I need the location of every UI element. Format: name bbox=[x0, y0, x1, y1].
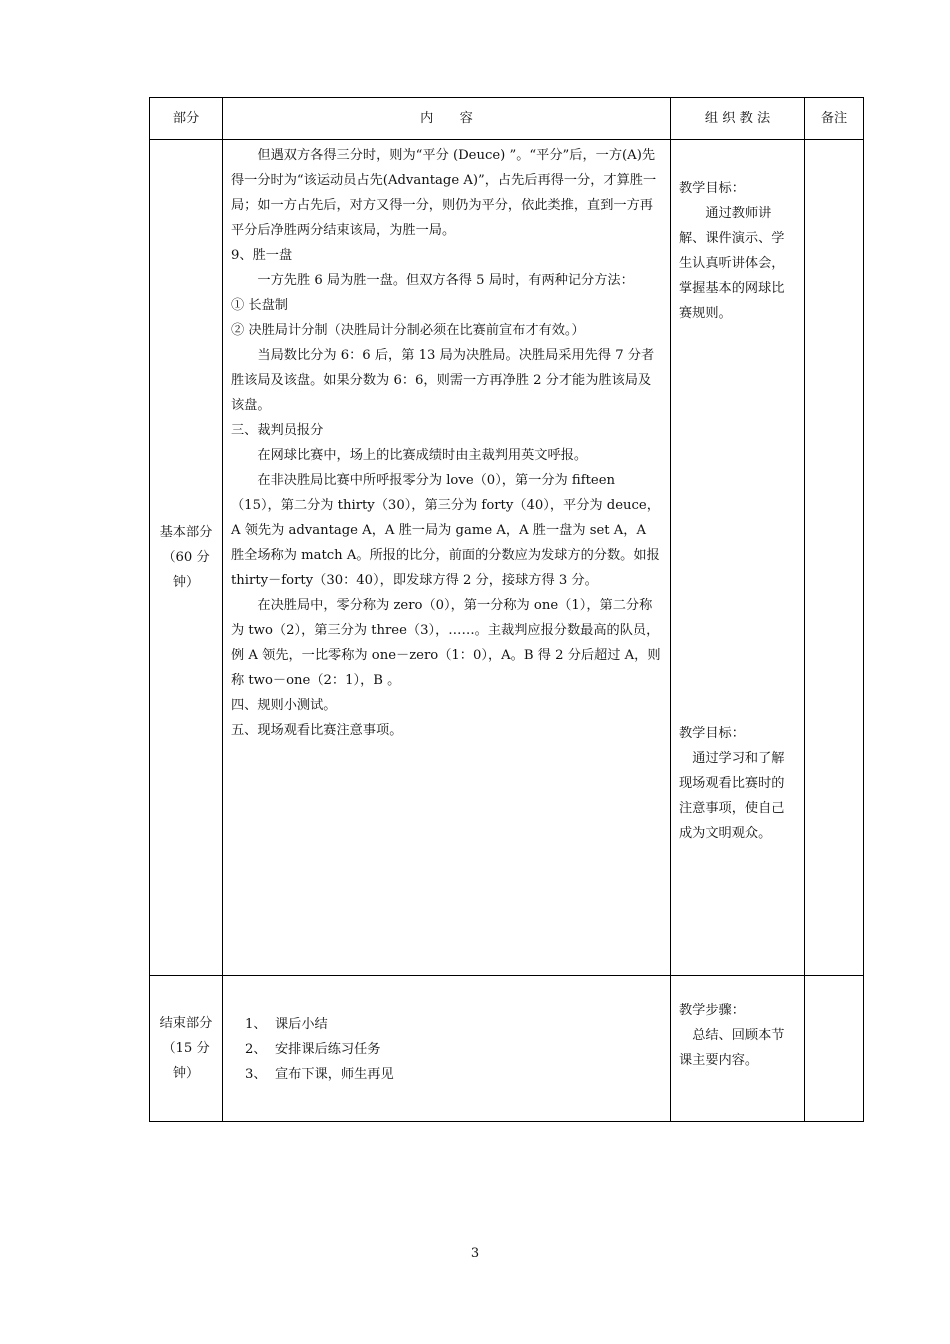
list-number: 3、 bbox=[245, 1067, 267, 1082]
ending-section-row bbox=[150, 976, 864, 1122]
list-number: 2、 bbox=[245, 1042, 267, 1057]
header-method: 组 织 教 法 bbox=[671, 98, 805, 140]
list-item bbox=[245, 1012, 662, 1037]
list-text: 安排课后练习任务 bbox=[275, 1042, 381, 1057]
basic-section-row bbox=[150, 140, 864, 976]
basic-remark-cell bbox=[805, 140, 864, 976]
header-remark: 备注 bbox=[805, 98, 864, 140]
list-number: 1、 bbox=[245, 1017, 267, 1032]
list-item bbox=[245, 1037, 662, 1062]
content-list-item: ② 决胜局计分制（决胜局计分制必须在比赛前宣布才有效。） bbox=[231, 323, 585, 338]
content-paragraph: 当局数比分为 6：6 后，第 13 局为决胜局。决胜局采用先得 7 分者胜该局及该盘。如果分数为 6：6，则需一方再净胜 2 分才能为胜该局及该盘。 bbox=[231, 348, 655, 413]
basic-method-cell bbox=[671, 140, 805, 976]
table-header-row bbox=[150, 98, 864, 140]
page-number: 3 bbox=[470, 1246, 480, 1261]
ending-section-label: 结束部分（15 分钟） bbox=[150, 976, 223, 1122]
method-text: 通过教师讲解、课件演示、学生认真听讲体会，掌握基本的网球比赛规则。 bbox=[679, 206, 785, 321]
method-spacer bbox=[679, 326, 796, 721]
method-text: 通过学习和了解现场观看比赛时的注意事项，使自己成为文明观众。 bbox=[679, 751, 785, 841]
basic-section-label: 基本部分（60 分钟） bbox=[150, 140, 223, 976]
method-text: 总结、回顾本节课主要内容。 bbox=[679, 1028, 785, 1068]
content-paragraph: 在决胜局中，零分称为 zero（0），第一分称为 one（1），第二分称为 two（2），第三分为 three（3），……。主裁判应报分数最高的队员，例 A 领先，一比零称为 one－zero（1：0），A。B 得 2 分后超过 A，则称 two－one（2：1），B 。 bbox=[231, 598, 661, 688]
ending-method-cell bbox=[671, 976, 805, 1122]
basic-content bbox=[223, 140, 671, 976]
method-title: 教学步骤： bbox=[679, 1003, 745, 1018]
ending-content bbox=[223, 976, 671, 1122]
list-text: 课后小结 bbox=[275, 1017, 328, 1032]
method-title: 教学目标： bbox=[679, 181, 745, 196]
method-title: 教学目标： bbox=[679, 726, 745, 741]
lesson-plan-table bbox=[149, 97, 864, 1122]
content-paragraph: 在网球比赛中，场上的比赛成绩时由主裁判用英文呼报。 bbox=[257, 448, 588, 463]
content-list-item: ① 长盘制 bbox=[231, 298, 288, 313]
ending-remark-cell bbox=[805, 976, 864, 1122]
header-content: 内 容 bbox=[223, 98, 671, 140]
list-text: 宣布下课，师生再见 bbox=[275, 1067, 394, 1082]
content-paragraph: 但遇双方各得三分时，则为“平分 (Deuce) ”。“平分”后，一方(A)先得一分时为“该运动员占先(Advantage A)”，占先后再得一分，才算胜一局；如一方占先后，对方又得一分，则仍为平分，依此类推，直到一方再平分后净胜两分结束该局，为胜一局。 bbox=[231, 148, 657, 238]
content-heading: 五、现场观看比赛注意事项。 bbox=[231, 723, 403, 738]
content-paragraph: 一方先胜 6 局为胜一盘。但双方各得 5 局时，有两种记分方法： bbox=[257, 273, 634, 288]
content-heading: 9、胜一盘 bbox=[231, 248, 293, 263]
list-item bbox=[245, 1062, 662, 1087]
content-paragraph: 在非决胜局比赛中所呼报零分为 love（0），第一分为 fifteen（15），第二分为 thirty（30），第三分为 forty（40），平分为 deuce，A 领先为 advantage A，A 胜一局为 game A，A 胜一盘为 set A，A 胜全场称为 match A。所报的比分，前面的分数应为发球方的分数。如报 thirty－forty（30：40），即发球方得 2 分，接球方得 3 分。 bbox=[231, 473, 660, 588]
content-heading: 四、规则小测试。 bbox=[231, 698, 337, 713]
header-part: 部分 bbox=[150, 98, 223, 140]
content-heading: 三、裁判员报分 bbox=[231, 423, 324, 438]
